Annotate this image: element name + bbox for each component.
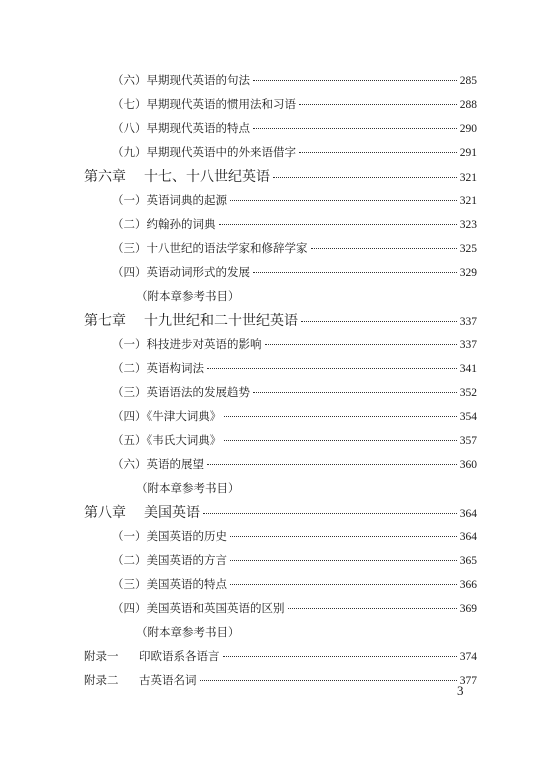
toc-entry-page: 364 — [459, 531, 477, 543]
toc-entry-label: （六）早期现代英语的句法 — [112, 73, 250, 87]
toc-entry-label: 十九世纪和二十世纪英语 — [144, 313, 298, 329]
toc-entry-page: 321 — [459, 172, 477, 184]
toc-entry-number: 第六章 — [84, 169, 126, 185]
toc-chapter-entry[interactable] — [84, 502, 477, 522]
toc-entry-page: 366 — [459, 579, 477, 591]
toc-entry-page: 290 — [459, 123, 477, 135]
toc-entry-label: 美国英语 — [144, 505, 200, 521]
toc-entry-label: （一）英语词典的起源 — [112, 193, 227, 207]
toc-entry-title — [112, 408, 221, 424]
toc-entry-label: （五）《韦氏大词典》 — [112, 433, 222, 447]
toc-entry-title — [112, 576, 227, 592]
toc-entry-title — [112, 240, 308, 256]
toc-section-entry[interactable] — [112, 600, 477, 616]
toc-entry-label: （二）英语构词法 — [112, 361, 204, 375]
toc-entry-title — [112, 192, 227, 208]
toc-entry-title — [84, 310, 298, 330]
toc-entry-label: （三）十八世纪的语法学家和修辞学家 — [112, 241, 308, 255]
toc-entry-page: 377 — [459, 675, 477, 687]
dot-leader — [230, 584, 457, 585]
toc-note: （附本章参考书目） — [136, 625, 240, 639]
toc-section-entry[interactable] — [112, 432, 477, 448]
dot-leader — [301, 321, 457, 322]
toc-entry-label: （七）早期现代英语的惯用法和习语 — [112, 97, 296, 111]
toc-entry-label: （九）早期现代英语中的外来语借字 — [112, 145, 296, 159]
dot-leader — [203, 513, 457, 514]
toc-entry-page: 374 — [459, 651, 477, 663]
toc-entry-title — [112, 384, 250, 400]
toc-entry-title — [84, 502, 200, 522]
toc-note: （附本章参考书目） — [136, 481, 240, 495]
dot-leader — [224, 440, 457, 441]
toc-entry-number: 第七章 — [84, 313, 126, 329]
toc-entry-title — [112, 144, 296, 160]
toc-entry-page: 357 — [459, 435, 477, 447]
dot-leader — [230, 536, 457, 537]
toc-entry-page: 352 — [459, 387, 477, 399]
dot-leader — [253, 272, 457, 273]
dot-leader — [253, 80, 457, 81]
toc-entry-page: 323 — [459, 219, 477, 231]
toc-entry-page: 337 — [459, 316, 477, 328]
toc-entry-label: （三）美国英语的特点 — [112, 577, 227, 591]
toc-entry-page: 354 — [459, 411, 477, 423]
toc-entry-label: （六）英语的展望 — [112, 457, 204, 471]
toc-entry-label: （一）美国英语的历史 — [112, 529, 227, 543]
toc-entry-title — [112, 432, 221, 448]
toc-note: （附本章参考书目） — [136, 289, 240, 303]
toc-entry-label: （八）早期现代英语的特点 — [112, 121, 250, 135]
toc-entry-page: 285 — [459, 75, 477, 87]
toc-entry-label: （三）英语语法的发展趋势 — [112, 385, 250, 399]
dot-leader — [230, 200, 457, 201]
toc-section-entry[interactable] — [112, 576, 477, 592]
toc-entry-title — [112, 96, 296, 112]
toc-entry-label: （四）英语动词形式的发展 — [112, 265, 250, 279]
toc-entry-title — [112, 216, 216, 232]
dot-leader — [288, 608, 457, 609]
toc-section-entry[interactable] — [112, 216, 477, 232]
toc-entry-label: （二）美国英语的方言 — [112, 553, 227, 567]
toc-entry-label: （四）《牛津大词典》 — [112, 409, 222, 423]
toc-entry-title — [112, 120, 250, 136]
toc-section-entry[interactable] — [112, 552, 477, 568]
toc-section-entry[interactable] — [112, 120, 477, 136]
toc-entry-number: 第八章 — [84, 505, 126, 521]
toc-chapter-entry[interactable] — [84, 166, 477, 186]
dot-leader — [224, 416, 457, 417]
toc-entry-page: 369 — [459, 603, 477, 615]
toc-section-entry[interactable] — [112, 144, 477, 160]
dot-leader — [311, 248, 457, 249]
toc-section-entry[interactable] — [112, 240, 477, 256]
dot-leader — [253, 128, 457, 129]
toc-section-entry[interactable] — [112, 360, 477, 376]
toc-section-entry[interactable] — [112, 72, 477, 88]
toc-section-entry[interactable] — [112, 96, 477, 112]
toc-entry-title — [112, 72, 250, 88]
dot-leader — [200, 680, 457, 681]
toc-entry-page: 365 — [459, 555, 477, 567]
toc-entry-title — [112, 528, 227, 544]
toc-section-entry[interactable] — [112, 384, 477, 400]
toc-section-entry[interactable] — [112, 336, 477, 352]
dot-leader — [253, 392, 457, 393]
toc-entry-title — [112, 600, 285, 616]
toc-entry-title — [112, 360, 204, 376]
dot-leader — [299, 152, 457, 153]
toc-entry-label: 印欧语系各语言 — [139, 649, 220, 663]
toc-entry-page: 321 — [459, 195, 477, 207]
toc-entry-page: 364 — [459, 508, 477, 520]
dot-leader — [299, 104, 457, 105]
toc-entry-title — [84, 672, 197, 688]
toc-entry-page: 329 — [459, 267, 477, 279]
dot-leader — [219, 224, 457, 225]
toc-entry-label: （二）约翰孙的词典 — [112, 217, 216, 231]
toc-entry-title — [84, 648, 220, 664]
toc-entry-label: 古英语名词 — [139, 673, 197, 687]
dot-leader — [223, 656, 457, 657]
toc-entry-label: （四）美国英语和英国英语的区别 — [112, 601, 285, 615]
toc-entry-number: 附录二 — [84, 673, 119, 687]
dot-leader — [265, 344, 457, 345]
toc-entry-page: 360 — [459, 459, 477, 471]
toc-entry-title — [112, 264, 250, 280]
toc-entry-title — [112, 552, 227, 568]
toc-appendix-entry[interactable] — [84, 672, 477, 688]
toc-section-entry[interactable] — [112, 456, 477, 472]
toc-entry-label: 十七、十八世纪英语 — [144, 169, 270, 185]
toc-entry-number: 附录一 — [84, 649, 119, 663]
toc-entry-page: 325 — [459, 243, 477, 255]
toc-section-entry[interactable] — [112, 528, 477, 544]
toc-entry-title — [112, 336, 262, 352]
toc-entry-title — [84, 166, 270, 186]
page-number: 3 — [457, 683, 464, 698]
toc-entry-page: 341 — [459, 363, 477, 375]
toc-entry-page: 337 — [459, 339, 477, 351]
dot-leader — [207, 464, 457, 465]
dot-leader — [230, 560, 457, 561]
toc-entry-title — [112, 456, 204, 472]
toc-entry-page: 291 — [459, 147, 477, 159]
toc-section-entry[interactable] — [112, 264, 477, 280]
dot-leader — [207, 368, 457, 369]
toc-section-entry[interactable] — [112, 408, 477, 424]
toc-entry-page: 288 — [459, 99, 477, 111]
toc-chapter-entry[interactable] — [84, 310, 477, 330]
toc-entry-label: （一）科技进步对英语的影响 — [112, 337, 262, 351]
dot-leader — [273, 177, 457, 178]
toc-appendix-entry[interactable] — [84, 648, 477, 664]
toc-section-entry[interactable] — [112, 192, 477, 208]
